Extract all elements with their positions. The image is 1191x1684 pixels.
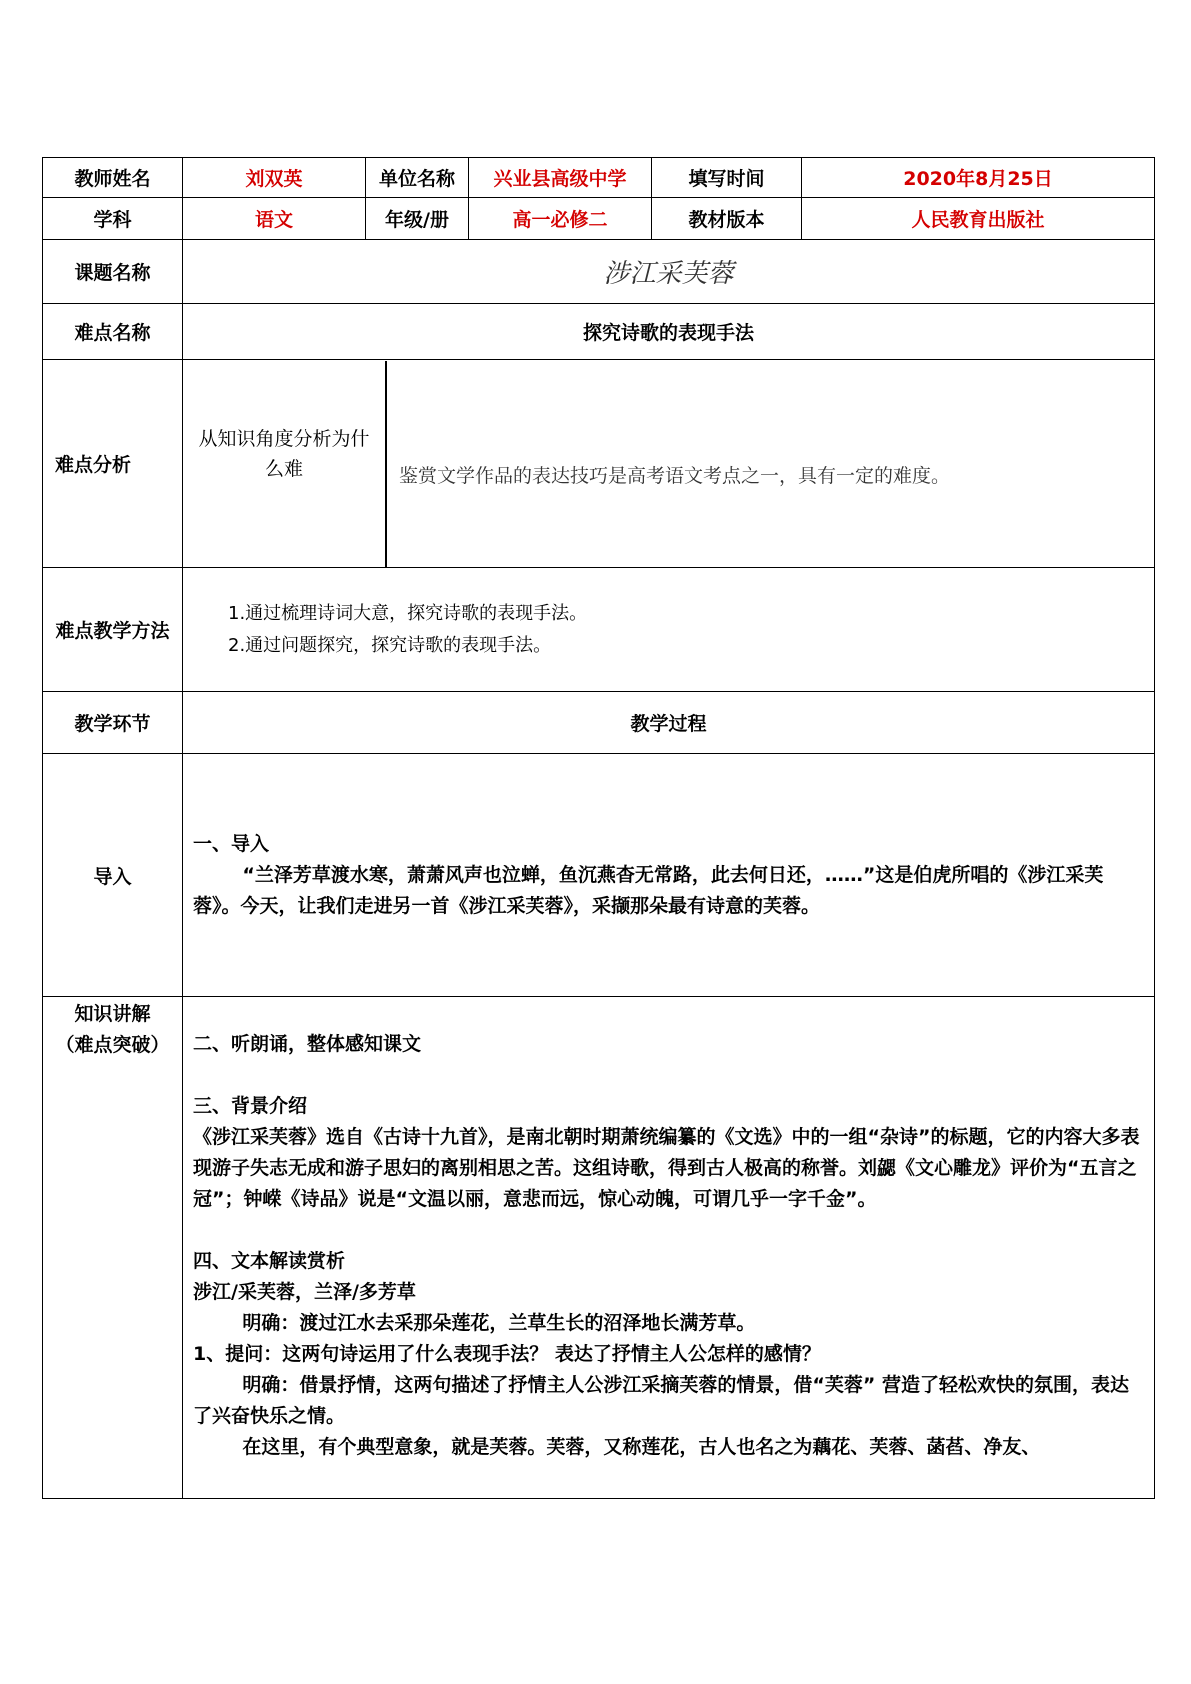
knowledge-label-line2: （难点突破） <box>55 1034 170 1056</box>
analysis-label: 难点分析 <box>43 360 183 568</box>
section-heading-3: 三、背景介绍 <box>193 1095 308 1117</box>
subject-value: 语文 <box>183 198 366 240</box>
textbook-label: 教材版本 <box>652 198 802 240</box>
process-label: 教学环节 <box>43 692 183 754</box>
lesson-plan-table <box>42 157 1155 1499</box>
section-heading-2: 二、听朗诵，整体感知课文 <box>193 1033 422 1055</box>
intro-label: 导入 <box>43 754 183 997</box>
knowledge-content <box>183 997 1155 1499</box>
teacher-label: 教师姓名 <box>43 158 183 198</box>
analysis-text: 鉴赏文学作品的表达技巧是高考语文考点之一，具有一定的难度。 <box>399 465 951 487</box>
teacher-value: 刘双英 <box>183 158 366 198</box>
question-1: 1、提问：这两句诗运用了什么表现手法？ 表达了抒情主人公怎样的感情？ <box>193 1343 821 1365</box>
process-value: 教学过程 <box>183 692 1155 754</box>
method-item: 1.通过梳理诗词大意，探究诗歌的表现手法。 <box>228 602 588 624</box>
unit-label: 单位名称 <box>366 158 469 198</box>
knowledge-label-line1: 知识讲解 <box>74 1003 151 1025</box>
background-text: 《涉江采芙蓉》选自《古诗十九首》，是南北朝时期萧统编纂的《文选》中的一组“杂诗”的标题，它的内容大多表现游子失志无成和游子思妇的离别相思之苦。这组诗歌，得到古人极高的称誉。刘勰《文心雕龙》评价为“五言之冠”；钟嵘《诗品》说是“文温以丽，意悲而远，惊心动魄，可谓几乎一字千金”。 <box>193 1126 1140 1210</box>
difficulty-value: 探究诗歌的表现手法 <box>183 304 1155 360</box>
methods-list <box>183 568 1155 692</box>
method-item: 2.通过问题探究，探究诗歌的表现手法。 <box>228 634 552 656</box>
topic-label: 课题名称 <box>43 240 183 304</box>
unit-value: 兴业县高级中学 <box>469 158 652 198</box>
grade-label: 年级/册 <box>366 198 469 240</box>
methods-label: 难点教学方法 <box>43 568 183 692</box>
section-heading-4: 四、文本解读赏析 <box>193 1250 346 1272</box>
intro-text: “兰泽芳草渡水寒，萧萧风声也泣蝉，鱼沉燕杳无常路，此去何日还，……”这是伯虎所唱的《涉江采芙蓉》。今天，让我们走进另一首《涉江采芙蓉》，采撷那朵最有诗意的芙蓉。 <box>193 863 1104 917</box>
grade-value: 高一必修二 <box>469 198 652 240</box>
poem-line: 涉江/采芙蓉，兰泽/多芳草 <box>193 1281 416 1303</box>
textbook-value: 人民教育出版社 <box>802 198 1155 240</box>
analysis-cell <box>183 360 1155 568</box>
explanation-1: 明确：渡过江水去采那朵莲花，兰草生长的沼泽地长满芳草。 <box>242 1312 756 1334</box>
analysis-sub-label: 从知识角度分析为什么难 <box>183 361 386 567</box>
intro-heading: 一、导入 <box>193 832 270 855</box>
explanation-2: 明确：借景抒情，这两句描述了抒情主人公涉江采摘芙蓉的情景，借“芙蓉” 营造了轻松欢快的氛围，表达了兴奋快乐之情。 <box>193 1374 1129 1427</box>
subject-label: 学科 <box>43 198 183 240</box>
intro-content <box>183 754 1155 997</box>
explanation-3: 在这里，有个典型意象，就是芙蓉。芙蓉，又称莲花，古人也名之为藕花、芙蓉、菡萏、净友、 <box>242 1436 1041 1458</box>
fill-time-label: 填写时间 <box>652 158 802 198</box>
difficulty-label: 难点名称 <box>43 304 183 360</box>
topic-value: 涉江采芙蓉 <box>183 240 1155 304</box>
fill-time-value: 2020年8月25日 <box>802 158 1155 198</box>
knowledge-label <box>43 997 183 1499</box>
